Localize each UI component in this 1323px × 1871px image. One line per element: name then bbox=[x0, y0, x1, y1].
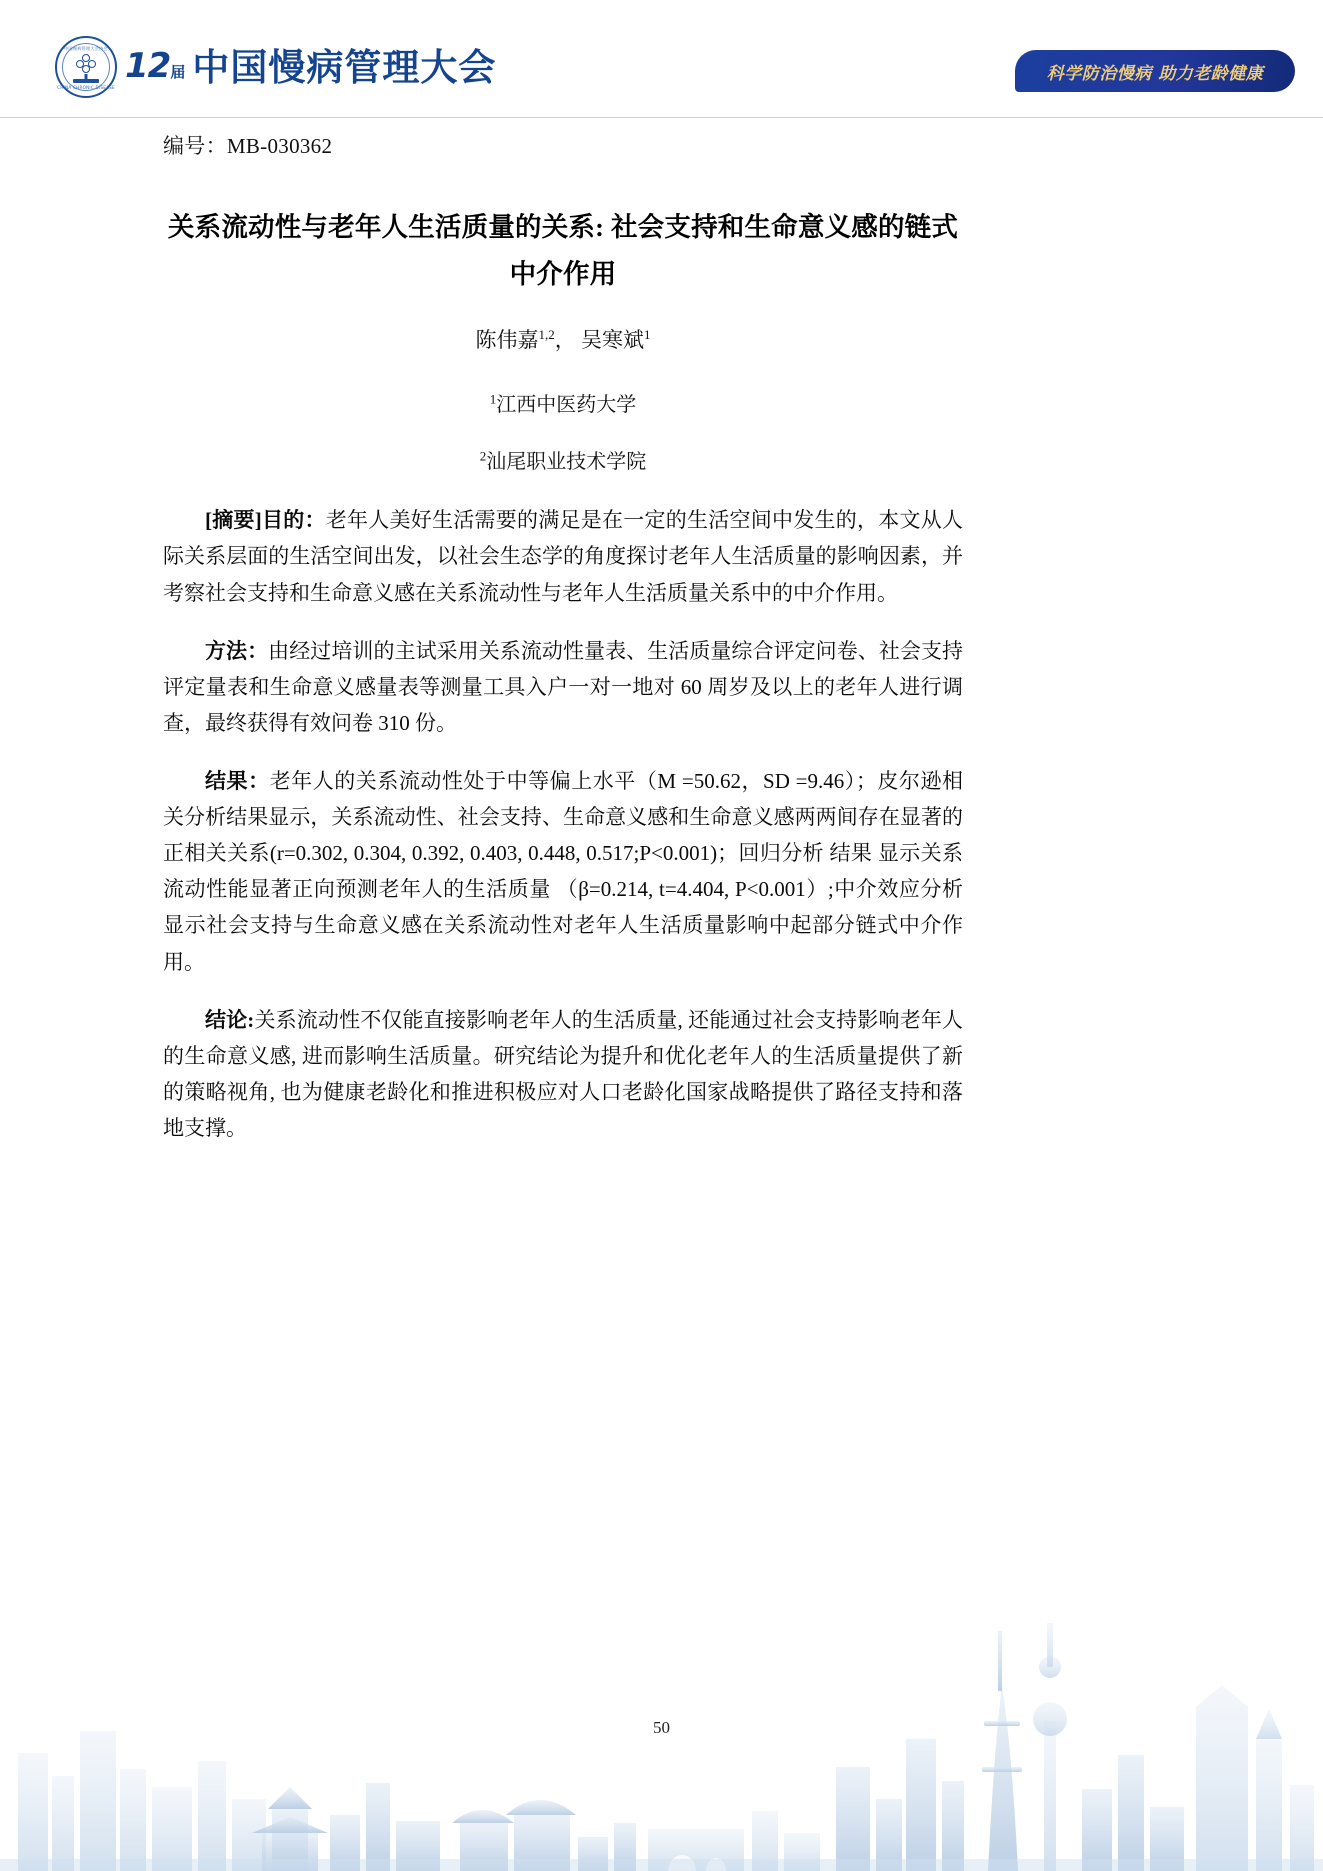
section-label-conclusion: 结论: bbox=[205, 1007, 255, 1032]
document-body bbox=[163, 130, 963, 1168]
conference-title: 中国慢病管理大会 bbox=[192, 45, 497, 89]
abstract-section-conclusion bbox=[163, 1002, 963, 1146]
abstract-section-methods bbox=[163, 633, 963, 741]
author-name-1: 陈伟嘉 bbox=[475, 328, 539, 353]
paper-id: 编号：MB-030362 bbox=[163, 134, 333, 158]
seal-base-icon bbox=[73, 79, 99, 83]
section-text-objective: 老年人美好生活需要的满足是在一定的生活空间中发生的，本文从人际关系层面的生活空间出发，以社会生态学的角度探讨老年人生活质量的影响因素，并考察社会支持和生命意义感在关系流动性与老年人生活质量关系中的中介作用。 bbox=[163, 508, 963, 605]
affiliation-2 bbox=[163, 445, 963, 474]
section-text-conclusion: 关系流动性不仅能直接影响老年人的生活质量, 还能通过社会支持影响老年人的生命意义感, 进而影响生活质量。研究结论为提升和优化老年人的生活质量提供了新的策略视角, 也为健康老龄化和推进积极应对人口老龄化国家战略提供了路径支持和落地支撑。 bbox=[163, 1007, 964, 1140]
section-label-results: 结果： bbox=[205, 768, 270, 793]
header-divider bbox=[0, 117, 1323, 118]
slogan-banner bbox=[1015, 50, 1295, 92]
affiliation-mark-1: 1 bbox=[489, 391, 497, 407]
page-header bbox=[0, 0, 1323, 118]
flower-icon bbox=[76, 54, 96, 74]
section-label-objective: [摘要]目的： bbox=[205, 508, 326, 533]
conference-ordinal-number: 12 bbox=[125, 46, 171, 86]
section-text-results: 老年人的关系流动性处于中等偏上水平（M =50.62，SD =9.46）；皮尔逊相关分析结果显示，关系流动性、社会支持、生命意义感和生命意义感两两间存在显著的正相关关系(r=0.302, 0.304, 0.392, 0.403, 0.448, 0.517;P<0.001)；回归分析 结果 显示关系流动性能显著正向预测老年人的生活质量 （β=0.214, t=4.404, P<0.001）;中介效应分析显示社会支持与生命意义感在关系流动性对老年人生活质量影响中起部分链式中介作用。 bbox=[163, 768, 964, 974]
section-label-methods: 方法： bbox=[205, 638, 269, 663]
section-text-methods: 由经过培训的主试采用关系流动性量表、生活质量综合评定问卷、社会支持评定量表和生命意义感量表等测量工具入户一对一地对 60 周岁及以上的老年人进行调查，最终获得有效问卷 310 份。 bbox=[163, 638, 963, 735]
page-title: 关系流动性与老年人生活质量的关系: 社会支持和生命意义感的链式中介作用 bbox=[167, 212, 959, 290]
author-marks-2: 1 bbox=[644, 327, 651, 343]
conference-ordinal bbox=[125, 46, 185, 86]
slogan-text: 科学防治慢病 助力老龄健康 bbox=[1046, 63, 1264, 84]
affiliation-1 bbox=[163, 388, 963, 417]
affiliation-mark-2: 2 bbox=[479, 448, 487, 464]
affiliation-name-2: 汕尾职业技术学院 bbox=[486, 451, 647, 474]
seal-top-text: 中国慢病管理大会协会 bbox=[64, 46, 108, 51]
association-seal-icon bbox=[55, 36, 117, 98]
affiliation-name-1: 江西中医药大学 bbox=[496, 394, 637, 417]
conference-logo bbox=[55, 36, 496, 98]
author-list: 陈伟嘉$^{1,2}$， 吴寒斌$^1$ bbox=[475, 327, 651, 353]
author-marks-1: 1,2 bbox=[538, 327, 555, 343]
abstract-section-results bbox=[163, 763, 963, 980]
conference-ordinal-suffix: 届 bbox=[170, 63, 185, 81]
page-number: 50 bbox=[653, 1718, 670, 1737]
abstract-section-objective bbox=[163, 502, 963, 610]
seal-bottom-text: CHINA CHRONIC DISEASE bbox=[57, 85, 115, 90]
author-name-2: 吴寒斌 bbox=[581, 328, 644, 353]
